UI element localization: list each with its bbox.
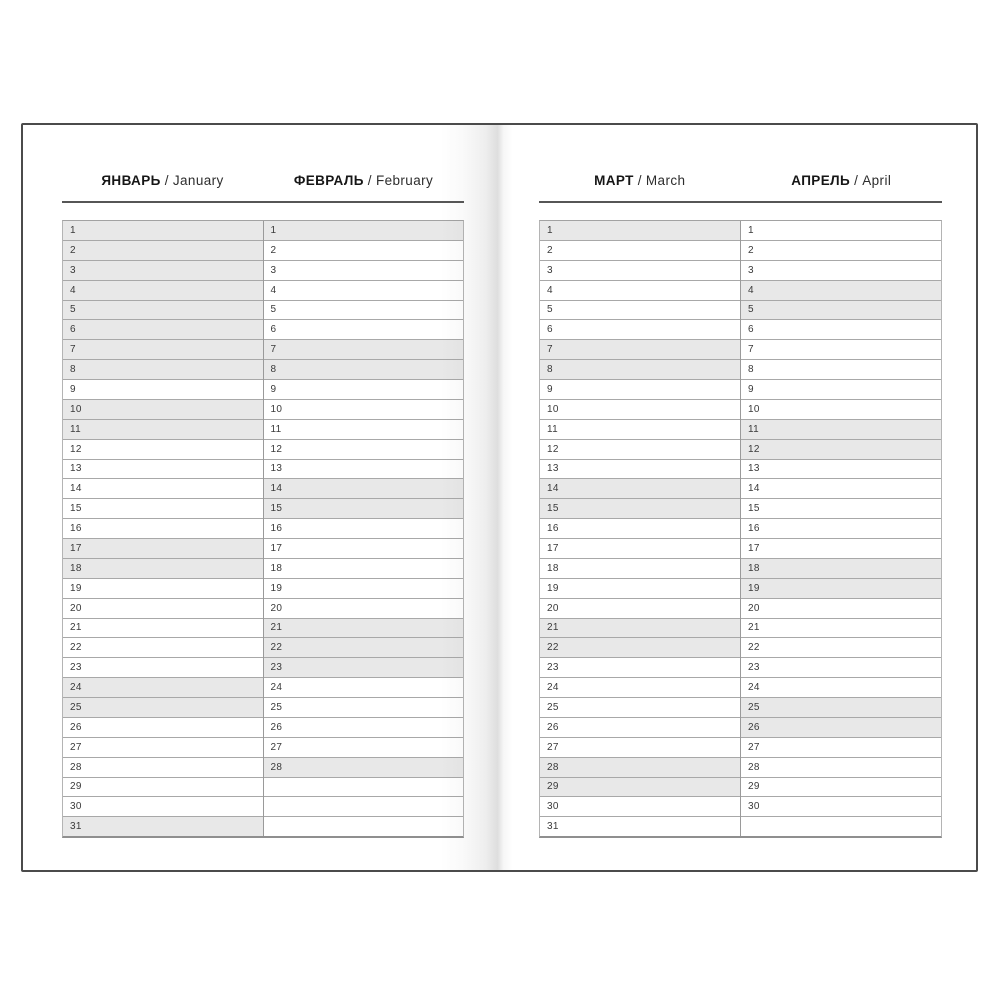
day-row	[264, 460, 464, 480]
day-row	[741, 797, 941, 817]
day-number: 9	[748, 383, 754, 395]
day-number: 22	[547, 642, 559, 654]
day-row	[540, 817, 740, 836]
day-number: 11	[748, 423, 759, 435]
day-number: 22	[270, 642, 283, 654]
day-number: 10	[547, 403, 559, 415]
day-number: 1	[748, 224, 754, 236]
day-row	[63, 241, 263, 261]
month-header-february	[263, 170, 464, 190]
day-row	[63, 738, 263, 758]
day-number: 9	[547, 383, 553, 395]
day-number: 14	[270, 483, 283, 495]
day-number: 20	[270, 602, 283, 614]
day-number: 7	[270, 344, 277, 356]
day-number: 3	[70, 264, 76, 276]
header-separator: /	[164, 172, 169, 188]
day-row	[63, 579, 263, 599]
day-number: 26	[70, 721, 82, 733]
day-number: 22	[70, 642, 82, 654]
day-number: 16	[70, 523, 82, 535]
day-number: 4	[748, 284, 754, 296]
header-rule-left	[62, 201, 464, 203]
day-row	[741, 420, 941, 440]
day-row	[264, 559, 464, 579]
day-number: 20	[748, 602, 760, 614]
month-name-ru: АПРЕЛЬ	[791, 172, 851, 188]
day-row	[264, 678, 464, 698]
day-row	[63, 261, 263, 281]
day-row	[264, 658, 464, 678]
day-row	[264, 579, 464, 599]
day-number: 8	[547, 364, 553, 376]
day-number: 11	[547, 423, 558, 435]
day-number: 29	[748, 781, 760, 793]
day-number: 16	[748, 523, 760, 535]
day-number: 3	[270, 264, 277, 276]
day-row	[264, 758, 464, 778]
day-row	[741, 281, 941, 301]
day-row	[540, 519, 740, 539]
blank-row	[264, 817, 464, 836]
day-number: 30	[547, 801, 559, 813]
day-row	[63, 499, 263, 519]
day-number: 14	[70, 483, 82, 495]
day-number: 3	[547, 264, 553, 276]
day-number: 7	[547, 344, 553, 356]
day-row	[540, 778, 740, 798]
day-number: 7	[748, 344, 754, 356]
day-row	[540, 380, 740, 400]
month-header-january	[62, 170, 263, 190]
day-row	[264, 698, 464, 718]
day-number: 4	[547, 284, 553, 296]
day-number: 18	[547, 562, 559, 574]
day-row	[63, 758, 263, 778]
day-number: 15	[70, 503, 82, 515]
blank-row	[741, 817, 941, 836]
day-row	[264, 360, 464, 380]
day-row	[264, 320, 464, 340]
day-number: 25	[748, 701, 760, 713]
header-separator: /	[367, 172, 372, 188]
day-row	[741, 718, 941, 738]
day-number: 22	[748, 642, 760, 654]
day-row	[540, 281, 740, 301]
day-number: 14	[547, 483, 559, 495]
day-number: 31	[70, 821, 82, 833]
day-row	[540, 658, 740, 678]
day-number: 30	[748, 801, 760, 813]
right-page-table	[539, 220, 942, 838]
day-row	[264, 638, 464, 658]
day-row	[741, 400, 941, 420]
day-row	[540, 320, 740, 340]
day-row	[741, 340, 941, 360]
day-row	[741, 539, 941, 559]
day-number: 5	[270, 304, 277, 316]
day-row	[540, 579, 740, 599]
day-number: 6	[70, 324, 76, 336]
day-number: 19	[547, 582, 559, 594]
day-number: 12	[70, 443, 82, 455]
day-number: 27	[547, 741, 559, 753]
day-number: 8	[70, 364, 76, 376]
day-number: 5	[748, 304, 754, 316]
day-number: 29	[547, 781, 559, 793]
day-row	[741, 320, 941, 340]
day-number: 21	[70, 622, 82, 634]
day-row	[63, 420, 263, 440]
day-row	[264, 241, 464, 261]
day-row	[540, 420, 740, 440]
day-row	[264, 281, 464, 301]
day-row	[63, 340, 263, 360]
day-row	[741, 758, 941, 778]
day-number: 8	[270, 364, 277, 376]
day-number: 23	[270, 662, 283, 674]
day-row	[540, 479, 740, 499]
day-row	[63, 440, 263, 460]
day-row	[63, 619, 263, 639]
day-row	[741, 678, 941, 698]
day-row	[741, 599, 941, 619]
blank-row	[264, 797, 464, 817]
day-row	[264, 380, 464, 400]
day-row	[540, 619, 740, 639]
day-number: 2	[547, 244, 553, 256]
day-row	[264, 738, 464, 758]
day-number: 21	[547, 622, 559, 634]
day-number: 27	[70, 741, 82, 753]
day-row	[741, 738, 941, 758]
day-row	[540, 241, 740, 261]
month-name-en: February	[375, 172, 434, 188]
day-row	[63, 559, 263, 579]
day-row	[63, 539, 263, 559]
day-number: 26	[748, 721, 760, 733]
day-row	[741, 221, 941, 241]
day-row	[63, 380, 263, 400]
day-number: 24	[547, 682, 559, 694]
day-row	[63, 519, 263, 539]
day-number: 20	[70, 602, 82, 614]
day-number: 18	[748, 562, 760, 574]
day-number: 12	[547, 443, 559, 455]
day-row	[264, 301, 464, 321]
day-row	[264, 539, 464, 559]
header-separator: /	[637, 172, 642, 188]
day-number: 26	[547, 721, 559, 733]
day-number: 13	[748, 463, 760, 475]
day-number: 2	[748, 244, 754, 256]
day-number: 13	[270, 463, 283, 475]
day-number: 21	[748, 622, 760, 634]
day-row	[540, 400, 740, 420]
day-number: 5	[547, 304, 553, 316]
day-number: 16	[270, 523, 283, 535]
day-number: 3	[748, 264, 754, 276]
day-number: 2	[70, 244, 76, 256]
day-row	[741, 460, 941, 480]
day-row	[540, 261, 740, 281]
day-number: 10	[748, 403, 760, 415]
day-row	[264, 599, 464, 619]
day-row	[264, 340, 464, 360]
day-number: 11	[70, 423, 81, 435]
day-row	[540, 738, 740, 758]
header-separator: /	[854, 172, 859, 188]
day-number: 19	[270, 582, 283, 594]
day-row	[63, 718, 263, 738]
day-number: 25	[547, 701, 559, 713]
day-row	[540, 638, 740, 658]
month-name-en: January	[172, 172, 224, 188]
day-number: 15	[270, 503, 283, 515]
day-row	[63, 599, 263, 619]
day-number: 28	[547, 761, 559, 773]
day-number: 10	[270, 403, 283, 415]
day-number: 20	[547, 602, 559, 614]
day-row	[63, 678, 263, 698]
day-number: 10	[70, 403, 82, 415]
day-row	[63, 638, 263, 658]
day-number: 23	[70, 662, 82, 674]
day-number: 28	[748, 761, 760, 773]
day-row	[63, 797, 263, 817]
day-number: 6	[270, 324, 277, 336]
day-number: 16	[547, 523, 559, 535]
day-number: 26	[270, 721, 283, 733]
day-number: 12	[270, 443, 283, 455]
day-row	[741, 579, 941, 599]
day-row	[741, 499, 941, 519]
day-number: 12	[748, 443, 760, 455]
day-number: 8	[748, 364, 754, 376]
month-name-ru: ЯНВАРЬ	[101, 172, 161, 188]
day-row	[741, 698, 941, 718]
day-row	[63, 479, 263, 499]
day-row	[540, 440, 740, 460]
month-header-march	[539, 170, 741, 190]
day-number: 24	[748, 682, 760, 694]
day-number: 2	[270, 244, 277, 256]
month-name-ru: МАРТ	[594, 172, 634, 188]
day-row	[540, 599, 740, 619]
day-row	[540, 559, 740, 579]
month-name-en: March	[645, 172, 686, 188]
blank-row	[264, 778, 464, 798]
day-number: 4	[70, 284, 76, 296]
left-page-table	[62, 220, 464, 838]
day-number: 17	[270, 542, 283, 554]
day-number: 27	[748, 741, 760, 753]
day-number: 21	[270, 622, 283, 634]
day-number: 1	[547, 224, 553, 236]
day-row	[63, 460, 263, 480]
day-row	[63, 281, 263, 301]
day-number: 4	[270, 284, 277, 296]
day-number: 17	[748, 542, 760, 554]
day-number: 18	[270, 562, 283, 574]
day-number: 30	[70, 801, 82, 813]
day-row	[540, 301, 740, 321]
month-header-april	[741, 170, 943, 190]
day-row	[63, 221, 263, 241]
day-number: 13	[547, 463, 559, 475]
day-row	[63, 658, 263, 678]
day-row	[540, 797, 740, 817]
day-number: 18	[70, 562, 82, 574]
day-row	[63, 320, 263, 340]
month-column-march	[540, 221, 740, 836]
day-row	[741, 440, 941, 460]
month-name-en: April	[862, 172, 892, 188]
day-row	[264, 221, 464, 241]
day-number: 23	[547, 662, 559, 674]
day-row	[540, 360, 740, 380]
day-number: 25	[70, 701, 82, 713]
day-number: 25	[270, 701, 283, 713]
day-row	[63, 301, 263, 321]
day-number: 6	[547, 324, 553, 336]
day-row	[741, 261, 941, 281]
day-number: 9	[70, 383, 76, 395]
day-row	[540, 678, 740, 698]
day-number: 5	[70, 304, 76, 316]
day-row	[63, 778, 263, 798]
day-number: 28	[270, 761, 283, 773]
day-row	[741, 619, 941, 639]
day-number: 7	[70, 344, 76, 356]
month-column-january	[63, 221, 263, 836]
day-row	[741, 241, 941, 261]
day-row	[540, 460, 740, 480]
day-number: 1	[70, 224, 76, 236]
day-row	[264, 619, 464, 639]
day-row	[741, 301, 941, 321]
day-row	[540, 340, 740, 360]
day-row	[540, 718, 740, 738]
day-row	[741, 559, 941, 579]
day-row	[264, 718, 464, 738]
day-number: 15	[748, 503, 760, 515]
month-column-february	[263, 221, 464, 836]
day-row	[63, 817, 263, 836]
day-row	[63, 360, 263, 380]
month-name-ru: ФЕВРАЛЬ	[293, 172, 364, 188]
day-number: 14	[748, 483, 760, 495]
day-row	[540, 539, 740, 559]
day-number: 13	[70, 463, 82, 475]
day-row	[540, 758, 740, 778]
day-row	[741, 360, 941, 380]
day-number: 17	[70, 542, 82, 554]
day-row	[741, 638, 941, 658]
day-row	[741, 658, 941, 678]
day-number: 6	[748, 324, 754, 336]
day-row	[540, 221, 740, 241]
day-row	[264, 479, 464, 499]
day-row	[540, 698, 740, 718]
day-row	[264, 440, 464, 460]
day-number: 28	[70, 761, 82, 773]
day-number: 1	[270, 224, 277, 236]
day-row	[264, 499, 464, 519]
day-number: 31	[547, 821, 559, 833]
day-number: 24	[270, 682, 283, 694]
day-row	[264, 400, 464, 420]
day-number: 17	[547, 542, 559, 554]
day-number: 29	[70, 781, 82, 793]
day-number: 27	[270, 741, 283, 753]
day-row	[63, 698, 263, 718]
left-page-headers	[62, 170, 464, 190]
day-row	[741, 479, 941, 499]
day-number: 11	[270, 423, 282, 435]
day-number: 19	[70, 582, 82, 594]
day-row	[264, 519, 464, 539]
day-row	[264, 261, 464, 281]
day-row	[741, 778, 941, 798]
day-row	[264, 420, 464, 440]
day-row	[540, 499, 740, 519]
page-frame	[21, 123, 978, 872]
day-number: 24	[70, 682, 82, 694]
day-number: 19	[748, 582, 760, 594]
header-rule-right	[539, 201, 942, 203]
right-page-headers	[539, 170, 942, 190]
day-number: 15	[547, 503, 559, 515]
day-row	[741, 380, 941, 400]
day-number: 23	[748, 662, 760, 674]
month-column-april	[740, 221, 941, 836]
day-row	[741, 519, 941, 539]
day-row	[63, 400, 263, 420]
day-number: 9	[270, 383, 277, 395]
